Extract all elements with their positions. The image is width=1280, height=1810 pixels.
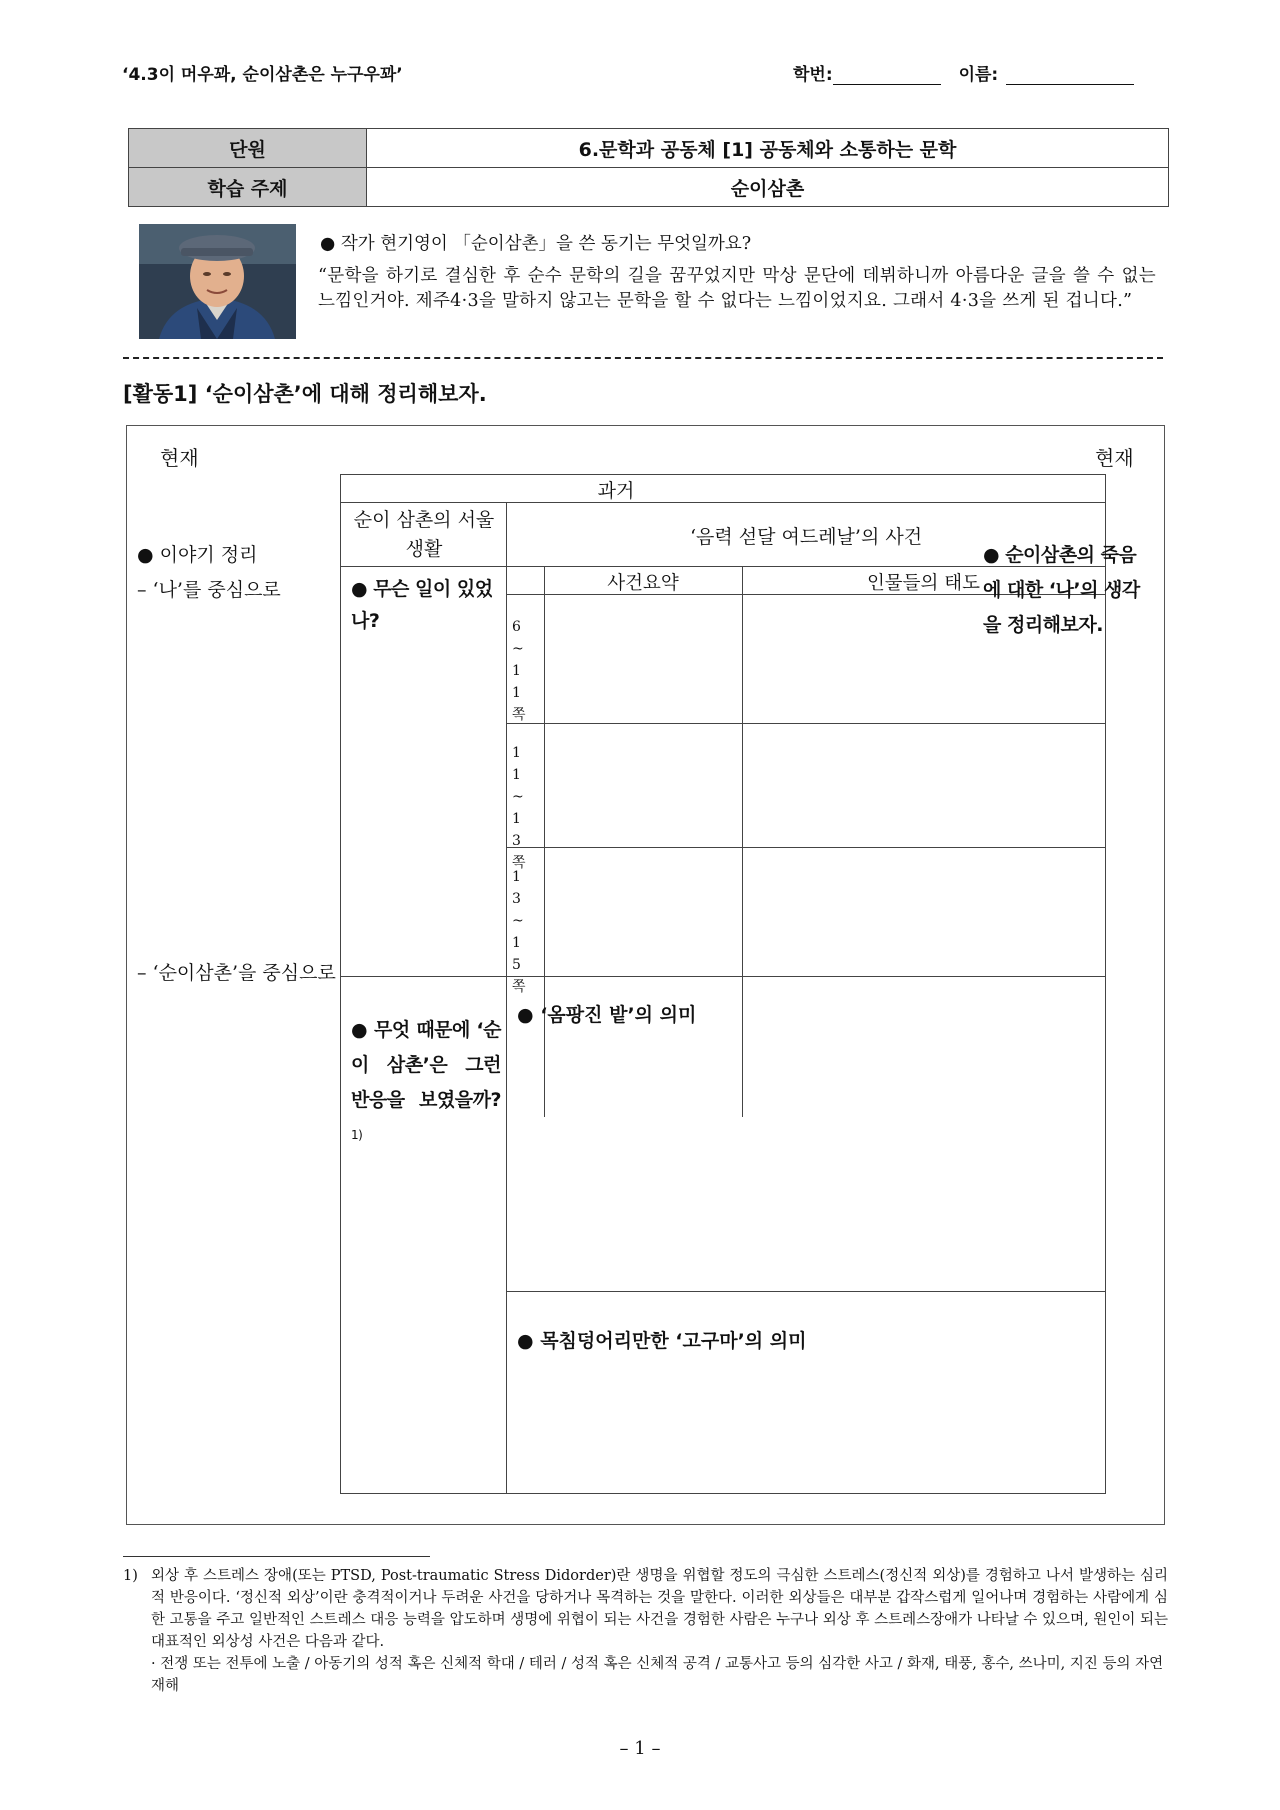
intro-question: ● 작가 현기영이 「순이삼촌」을 쓴 동기는 무엇일까요? <box>320 234 752 254</box>
unit-value: 6.문학과 공동체 [1] 공동체와 소통하는 문학 <box>367 129 1169 168</box>
past-label: 과거 <box>597 480 635 502</box>
event-summary-cell-3[interactable] <box>546 849 741 975</box>
column-divider <box>506 502 507 1494</box>
page-range-11-13: 11 ~ 13 쪽 <box>512 745 526 871</box>
event-summary-cell-2[interactable] <box>546 725 741 846</box>
footnote-text: 외상 후 스트레스 장애(또는 PTSD, Post-traumatic Stress Didorder)란 생명을 위협할 정도의 극심한 스트레스(정신적 외상)를 경험하고 나서 발생하는 심리적 반응이다. ‘정신적 외상’이란 충격적이거나 두려운 사건을 당하거나 목격하는 것을 말한다. 이러한 외상들은 대부분 갑작스럽게 일어나며 경험하는 사람에게 심한 고통을 주고 일반적인 스트레스 대응 능력을 압도하며 생명에 위협이 되는 사건을 경험한 사람은 누구나 외상 후 스트레스장애가 나타날 수 있으며, 원인이 되는 대표적인 외상성 사건은 다음과 같다. <box>151 1568 1168 1650</box>
page-range-13-15: 13 ~ 15 쪽 <box>512 869 526 995</box>
field-meaning-prompt: ● ‘옴팡진 밭’의 의미 <box>517 1004 697 1026</box>
unit-info-table <box>128 128 1169 207</box>
inner-table-top-border <box>340 474 1106 475</box>
event-summary-cell-1[interactable] <box>546 596 741 722</box>
summary-attitude-divider <box>742 566 743 1117</box>
topic-label: 학습 주제 <box>129 168 367 207</box>
student-id-label: 학번: <box>793 65 833 85</box>
page-number: – 1 – <box>619 1738 661 1759</box>
unit-label: 단원 <box>129 129 367 168</box>
story-summary-heading: ● 이야기 정리 <box>137 544 258 566</box>
meaning-divider <box>506 1291 1106 1292</box>
author-quote: “문학을 하기로 결심한 후 순수 문학의 길을 꿈꾸었지만 막상 문단에 데뷔하니까 아름다운 글을 쓸 수 없는 느낌인거야. 제주4·3을 말하지 않고는 문학을 할 수 없다는 느낌이었지요. 그래서 4·3을 쓰게 된 겁니다.” <box>318 266 1156 311</box>
name-blank[interactable] <box>1006 66 1134 85</box>
author-portrait <box>139 224 296 339</box>
focus-suni-label: – ‘순이삼촌’을 중심으로 <box>137 962 336 984</box>
death-thoughts-prompt: ● 순이삼촌의 죽음에 대한 ‘나’의 생각을 정리해보자. <box>983 544 1140 636</box>
name-label: 이름: <box>958 65 999 85</box>
footnote-rule <box>123 1556 430 1557</box>
footnote-number: 1) <box>123 1568 138 1584</box>
activity-worksheet <box>126 425 1165 1525</box>
what-happened-prompt: ● 무슨 일이 있었나? <box>351 578 493 632</box>
author-portrait-image <box>139 224 296 339</box>
footnote-bullet: · 전쟁 또는 전투에 노출 / 아동기의 성적 혹은 신체적 학대 / 테러 / 성적 혹은 신체적 공격 / 교통사고 등의 심각한 사고 / 화재, 태풍, 홍수, 쓰나미, 지진 등의 자연재해 <box>151 1656 1164 1694</box>
present-left-label: 현재 <box>160 446 199 470</box>
attitude-cell-2[interactable] <box>744 725 1104 846</box>
page-range-divider <box>544 566 545 1117</box>
page-range-6-11: 6 ~ 11 쪽 <box>512 619 526 723</box>
inner-table-left-border <box>340 474 341 1494</box>
row-divider-1 <box>506 723 1106 724</box>
footnote <box>123 1565 1168 1697</box>
focus-me-label: – ‘나’를 중심으로 <box>137 579 281 601</box>
topic-value: 순이삼촌 <box>367 168 1169 207</box>
seoul-life-divider <box>340 566 506 567</box>
upper-lower-divider <box>340 976 1106 977</box>
attitude-header: 인물들의 태도 <box>866 573 981 594</box>
event-summary-header: 사건요약 <box>607 573 679 594</box>
student-id-blank[interactable] <box>833 66 941 85</box>
present-right-label: 현재 <box>1095 446 1134 470</box>
row-divider-2 <box>506 847 1106 848</box>
dashed-separator <box>123 357 1163 359</box>
attitude-cell-3[interactable] <box>744 849 1104 975</box>
activity-title: [활동1] ‘순이삼촌’에 대해 정리해보자. <box>123 382 487 406</box>
event-title-label: ‘음력 섣달 여드레날’의 사건 <box>689 526 923 548</box>
sweet-potato-meaning-prompt: ● 목침덩어리만한 ‘고구마’의 의미 <box>517 1330 807 1352</box>
student-info-fields <box>793 60 1146 85</box>
seoul-life-label: 순이 삼촌의 서울 생활 <box>353 509 495 560</box>
document-title: ‘4.3이 머우꽈, 순이삼촌은 누구우꽈’ <box>122 65 403 85</box>
inner-table-bottom-border <box>340 1493 1106 1494</box>
footnote-marker: 1) <box>351 1128 363 1142</box>
why-reaction-prompt: ● 무엇 때문에 ‘순이 삼촌’은 그런 반응을 보였을까?$^{1)}$ <box>351 1019 501 1142</box>
